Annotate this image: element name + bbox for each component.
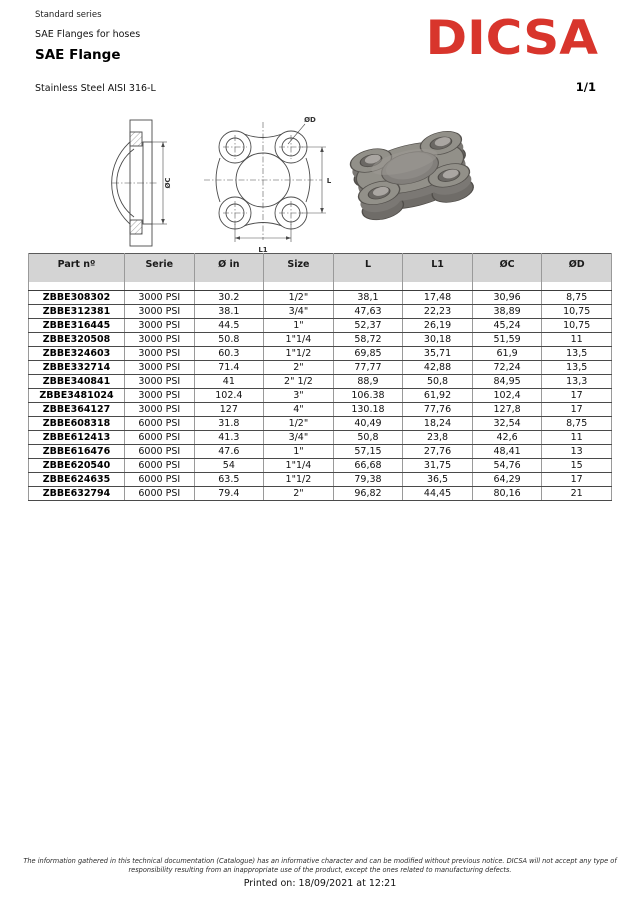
value-cell: 1"1/2 [264,473,334,487]
value-cell: 44.5 [194,319,264,333]
table-row [29,403,612,417]
value-cell: 6000 PSI [125,473,195,487]
spacer-cell [264,282,334,291]
column-header: Serie [125,254,195,282]
value-cell: 27,76 [403,445,473,459]
value-cell: 3000 PSI [125,361,195,375]
value-cell: 71.4 [194,361,264,375]
value-cell: 26,19 [403,319,473,333]
value-cell: 6000 PSI [125,459,195,473]
value-cell: 47.6 [194,445,264,459]
column-header: L [333,254,403,282]
value-cell: 64,29 [472,473,542,487]
value-cell: 3/4" [264,305,334,319]
value-cell: 66,68 [333,459,403,473]
value-cell: 3000 PSI [125,389,195,403]
spacer-cell [29,282,125,291]
value-cell: 35,71 [403,347,473,361]
value-cell: 38.1 [194,305,264,319]
front-view-l1-label: L1 [258,246,268,254]
value-cell: 11 [542,431,612,445]
spacer-cell [542,282,612,291]
value-cell: 23,8 [403,431,473,445]
value-cell: 6000 PSI [125,445,195,459]
value-cell: 1"1/4 [264,333,334,347]
value-cell: 11 [542,333,612,347]
column-header: ØC [472,254,542,282]
value-cell: 69,85 [333,347,403,361]
front-view-od-label: ØD [304,116,316,124]
table-row [29,473,612,487]
page-title: SAE Flange [35,47,121,63]
table-row [29,389,612,403]
series-label: Standard series [35,10,102,20]
value-cell: 72,24 [472,361,542,375]
dicsa-logo: DICSA [425,10,598,66]
spec-table-body [29,282,612,501]
value-cell: 84,95 [472,375,542,389]
value-cell: 51,59 [472,333,542,347]
value-cell: 38,1 [333,291,403,305]
value-cell: 41 [194,375,264,389]
value-cell: 3000 PSI [125,333,195,347]
value-cell: 6000 PSI [125,431,195,445]
value-cell: 31.8 [194,417,264,431]
column-header: Part nº [29,254,125,282]
value-cell: 48,41 [472,445,542,459]
material-label: Stainless Steel AISI 316-L [35,83,156,94]
part-number-cell: ZBBE332714 [29,361,125,375]
value-cell: 4" [264,403,334,417]
part-number-cell: ZBBE312381 [29,305,125,319]
table-row [29,319,612,333]
value-cell: 102,4 [472,389,542,403]
value-cell: 50,8 [333,431,403,445]
value-cell: 3/4" [264,431,334,445]
part-number-cell: ZBBE320508 [29,333,125,347]
product-line: SAE Flanges for hoses [35,29,141,40]
value-cell: 30,18 [403,333,473,347]
table-row [29,291,612,305]
value-cell: 1" [264,319,334,333]
value-cell: 2" [264,487,334,501]
table-row [29,487,612,501]
value-cell: 17 [542,389,612,403]
table-row [29,333,612,347]
table-row [29,361,612,375]
part-number-cell: ZBBE316445 [29,319,125,333]
value-cell: 38,89 [472,305,542,319]
value-cell: 6000 PSI [125,487,195,501]
disclaimer-text [15,857,625,875]
value-cell: 52,37 [333,319,403,333]
value-cell: 42,6 [472,431,542,445]
value-cell: 58,72 [333,333,403,347]
value-cell: 44,45 [403,487,473,501]
value-cell: 18,24 [403,417,473,431]
page-number: 1/1 [575,80,596,94]
value-cell: 1"1/4 [264,459,334,473]
header-row [29,254,612,282]
front-view-drawing [198,112,338,254]
value-cell: 2" 1/2 [264,375,334,389]
front-view-l-label: L [326,177,332,185]
value-cell: 10,75 [542,319,612,333]
value-cell: 45,24 [472,319,542,333]
value-cell: 102.4 [194,389,264,403]
value-cell: 61,9 [472,347,542,361]
part-number-cell: ZBBE616476 [29,445,125,459]
side-view-drawing [110,117,182,249]
value-cell: 3000 PSI [125,403,195,417]
value-cell: 31,75 [403,459,473,473]
value-cell: 30,96 [472,291,542,305]
value-cell: 40,49 [333,417,403,431]
value-cell: 30.2 [194,291,264,305]
disclaimer-line1: The information gathered in this technical documentation (Catalogue) has an informative character and can be modified without previous notice. DICSA will not accept any type [23,857,609,865]
value-cell: 21 [542,487,612,501]
table-row [29,459,612,473]
value-cell: 1" [264,445,334,459]
part-number-cell: ZBBE612413 [29,431,125,445]
value-cell: 3000 PSI [125,319,195,333]
spec-table [28,253,612,501]
side-view-oc-label: ØC [164,177,172,189]
value-cell: 50,8 [403,375,473,389]
value-cell: 17 [542,473,612,487]
part-number-cell: ZBBE340841 [29,375,125,389]
value-cell: 77,76 [403,403,473,417]
spacer-cell [403,282,473,291]
value-cell: 127,8 [472,403,542,417]
disclaimer-line2: of responsibility resulting from an inappropriate use of the product, except the ones related to manufacturing defects. [128,857,617,875]
value-cell: 79,38 [333,473,403,487]
value-cell: 130.18 [333,403,403,417]
value-cell: 3000 PSI [125,291,195,305]
flange-3d-render [330,110,494,236]
value-cell: 57,15 [333,445,403,459]
value-cell: 13 [542,445,612,459]
value-cell: 17,48 [403,291,473,305]
spacer-row [29,282,612,291]
value-cell: 47,63 [333,305,403,319]
value-cell: 17 [542,403,612,417]
table-row [29,305,612,319]
value-cell: 50.8 [194,333,264,347]
value-cell: 2" [264,361,334,375]
value-cell: 10,75 [542,305,612,319]
column-header: L1 [403,254,473,282]
column-header: ØD [542,254,612,282]
spacer-cell [333,282,403,291]
value-cell: 79.4 [194,487,264,501]
value-cell: 15 [542,459,612,473]
printed-on-label: Printed on: 18/09/2021 at 12:21 [243,878,397,889]
value-cell: 13,5 [542,347,612,361]
value-cell: 3" [264,389,334,403]
table-row [29,417,612,431]
value-cell: 8,75 [542,291,612,305]
value-cell: 3000 PSI [125,347,195,361]
table-row [29,375,612,389]
part-number-cell: ZBBE364127 [29,403,125,417]
column-header: Size [264,254,334,282]
value-cell: 77,77 [333,361,403,375]
value-cell: 88,9 [333,375,403,389]
value-cell: 54 [194,459,264,473]
table-row [29,431,612,445]
value-cell: 60.3 [194,347,264,361]
value-cell: 61,92 [403,389,473,403]
part-number-cell: ZBBE3481024 [29,389,125,403]
spec-table-head [29,254,612,282]
value-cell: 13,3 [542,375,612,389]
part-number-cell: ZBBE608318 [29,417,125,431]
value-cell: 80,16 [472,487,542,501]
part-number-cell: ZBBE324603 [29,347,125,361]
value-cell: 42,88 [403,361,473,375]
value-cell: 8,75 [542,417,612,431]
value-cell: 3000 PSI [125,305,195,319]
spacer-cell [125,282,195,291]
value-cell: 22,23 [403,305,473,319]
part-number-cell: ZBBE620540 [29,459,125,473]
value-cell: 127 [194,403,264,417]
part-number-cell: ZBBE624635 [29,473,125,487]
value-cell: 54,76 [472,459,542,473]
part-number-cell: ZBBE632794 [29,487,125,501]
table-row [29,445,612,459]
value-cell: 63.5 [194,473,264,487]
value-cell: 36,5 [403,473,473,487]
value-cell: 1"1/2 [264,347,334,361]
value-cell: 13,5 [542,361,612,375]
value-cell: 41.3 [194,431,264,445]
value-cell: 106.38 [333,389,403,403]
part-number-cell: ZBBE308302 [29,291,125,305]
column-header: Ø in [194,254,264,282]
value-cell: 6000 PSI [125,417,195,431]
value-cell: 96,82 [333,487,403,501]
value-cell: 1/2" [264,417,334,431]
value-cell: 1/2" [264,291,334,305]
value-cell: 3000 PSI [125,375,195,389]
spacer-cell [194,282,264,291]
spacer-cell [472,282,542,291]
value-cell: 32,54 [472,417,542,431]
table-row [29,347,612,361]
